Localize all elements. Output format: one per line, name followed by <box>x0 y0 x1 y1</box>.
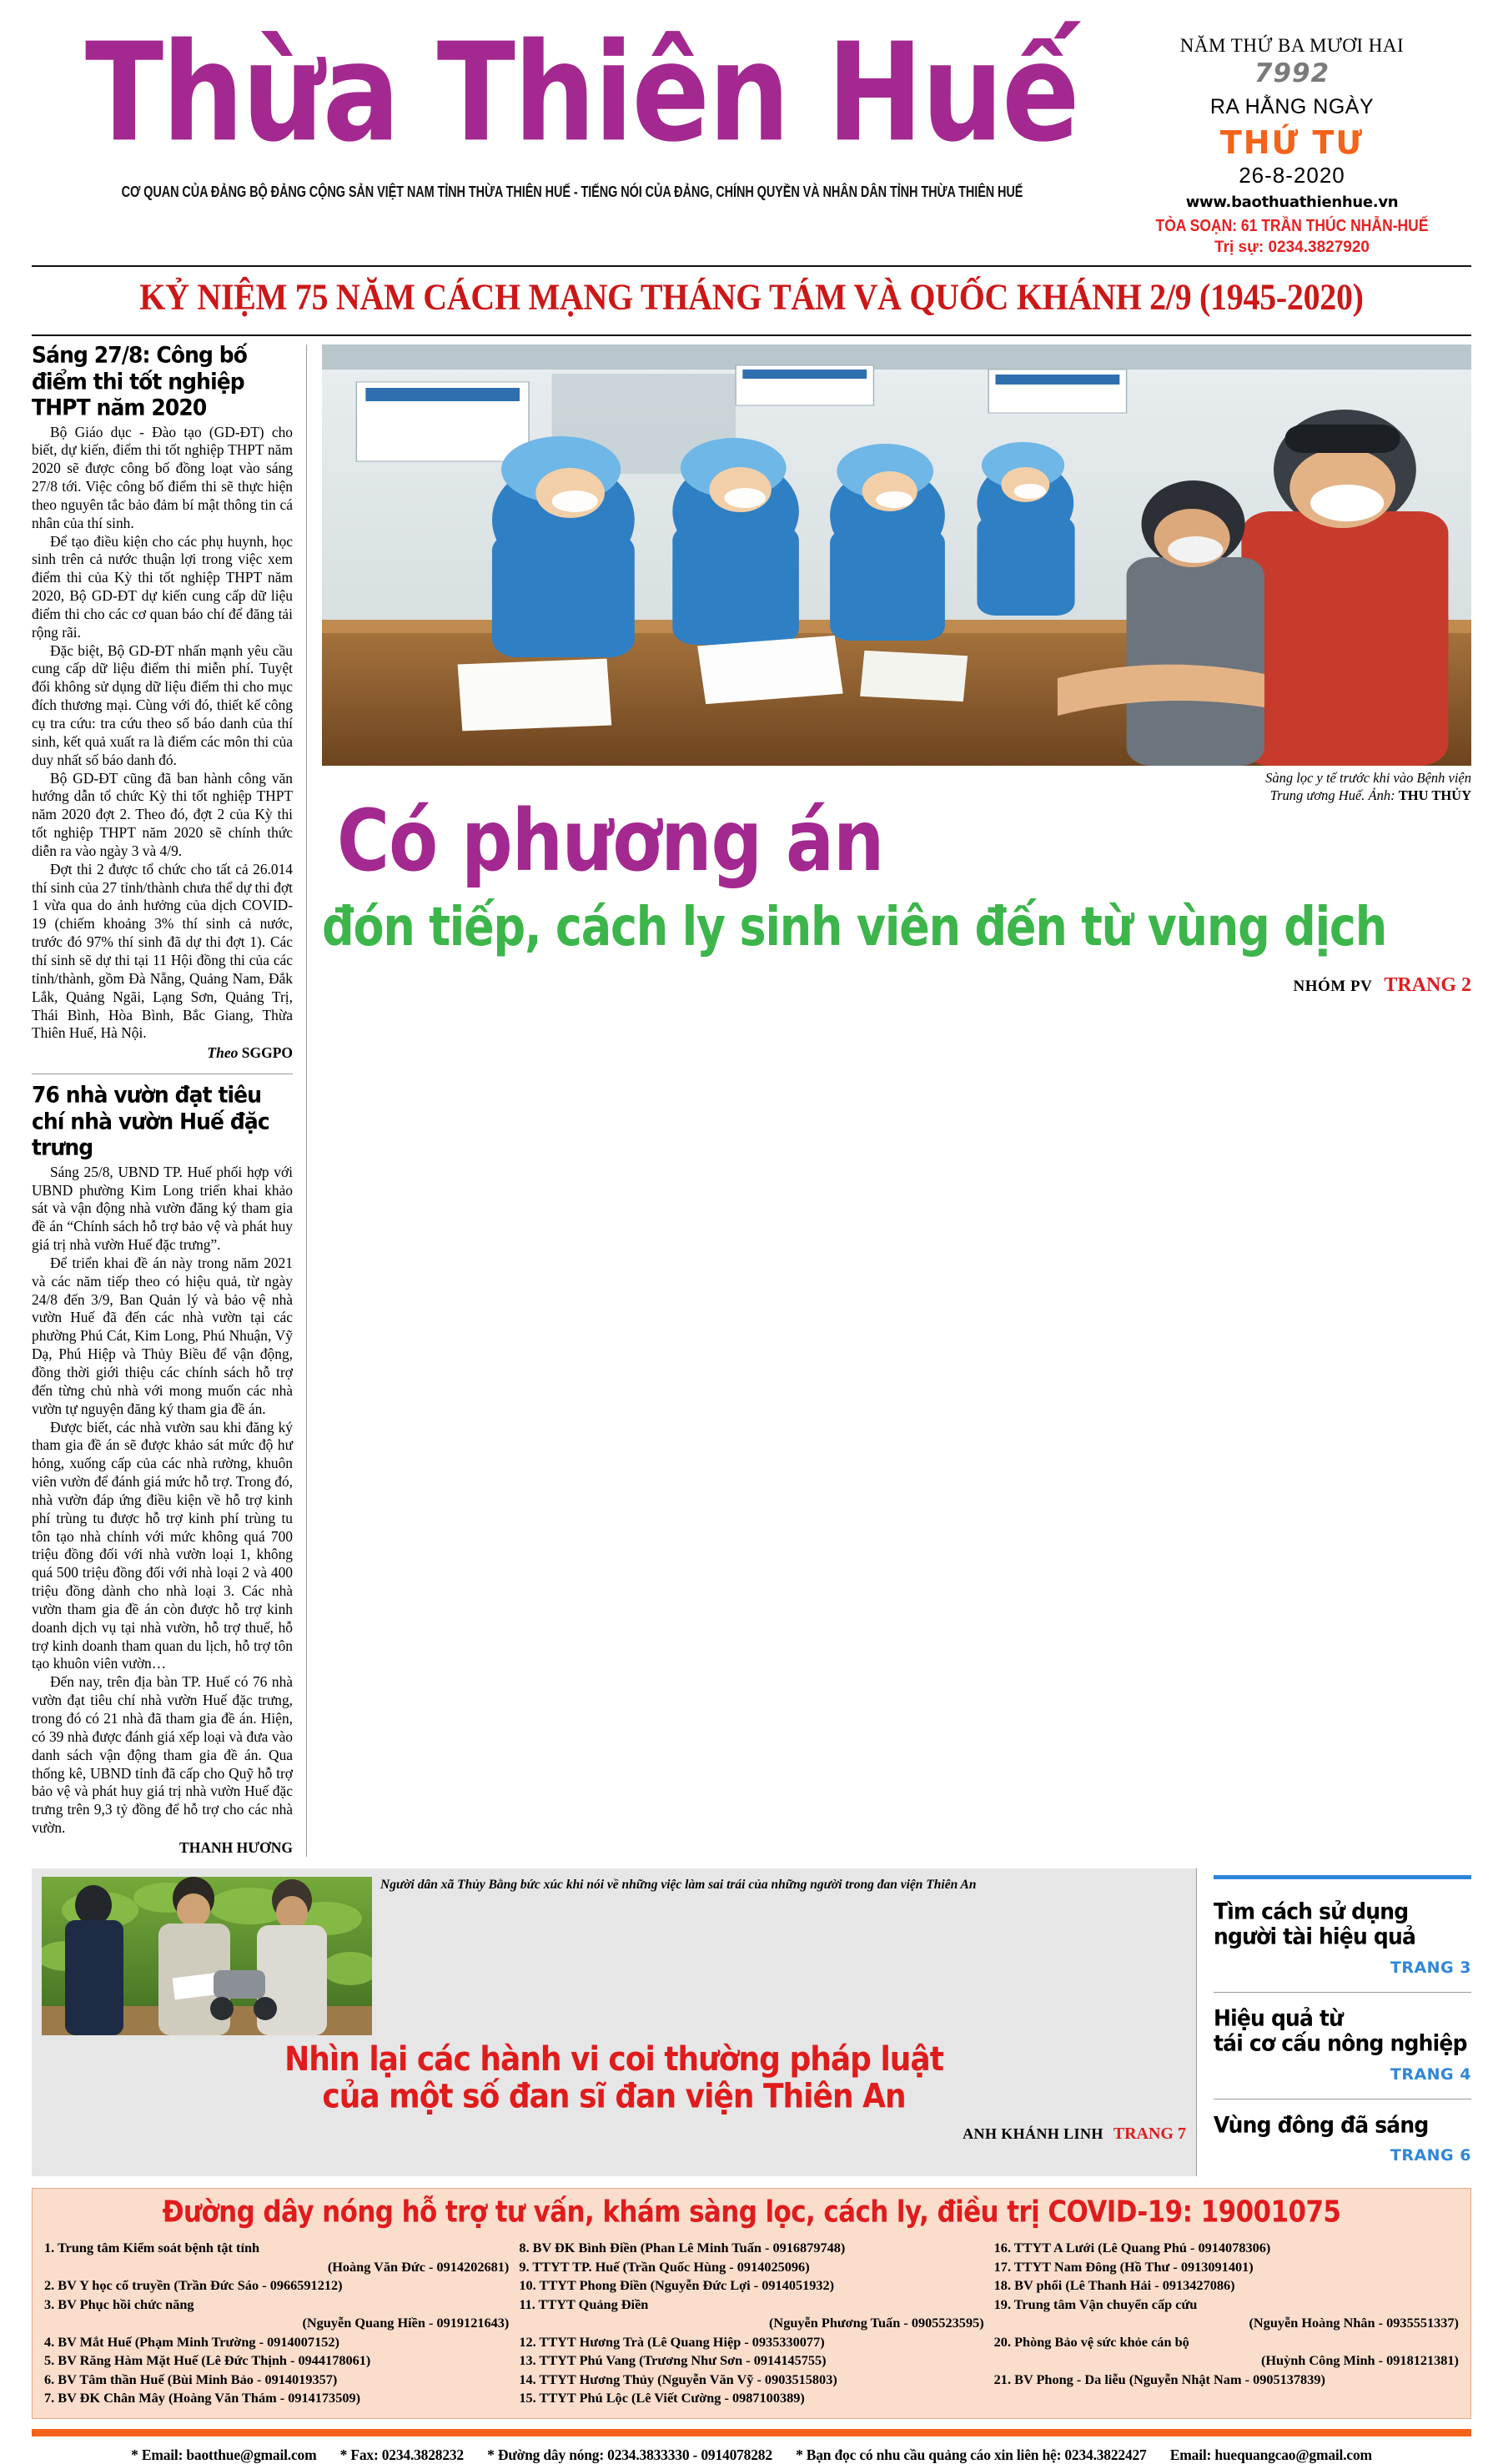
main-photo-hospital-screening <box>322 344 1471 766</box>
hotline-entry-main: 3. BV Phục hồi chức năng <box>44 2296 194 2312</box>
hotline-entry-main: 20. Phòng Bảo vệ sức khỏe cán bộ <box>993 2333 1189 2350</box>
hotline-entry-main: 12. TTYT Hương Trà (Lê Quang Hiệp - 0935330077) <box>519 2333 825 2350</box>
hotline-entry[interactable] <box>994 2296 1459 2333</box>
footer-hotline: * Đường dây nóng: 0234.3833330 - 0914078282 <box>487 2446 772 2463</box>
hotline-entry-main: 15. TTYT Phú Lộc (Lê Viết Cường - 0987100389) <box>519 2390 805 2406</box>
article1-byline-prefix: Theo <box>207 1044 239 1062</box>
main-photo-credit: THU THỦY <box>1398 787 1471 803</box>
main-column <box>307 344 1471 1857</box>
masthead-left <box>32 13 1113 202</box>
teaser-divider-1 <box>1214 1992 1471 1993</box>
teaser1-line1: Tìm cách sử dụng <box>1214 1898 1409 1925</box>
article1-body <box>32 424 293 1043</box>
secondary-credit <box>42 2125 1186 2144</box>
article2-body <box>32 1164 293 1838</box>
lead-headline-line1: Có phương án <box>337 792 884 891</box>
teaser2-line1: Hiệu quả từ <box>1214 2004 1344 2032</box>
hotline-entry[interactable] <box>994 2333 1459 2371</box>
article1-paragraph: Để tạo điều kiện cho các phụ huynh, học sinh trên cả nước thuận lợi trong việc xem điểm thi của Kỳ thi tốt nghiệp THPT năm 2020, Bộ GD-ĐT dự kiến cung cấp dữ liệu điểm thi cho các cơ quan báo chí để đăng tải rộng rãi. <box>32 532 293 641</box>
hotline-entry-main: 18. BV phổi (Lê Thanh Hải - 0913427086) <box>993 2277 1235 2294</box>
secondary-story[interactable] <box>32 1868 1196 2177</box>
sidebar-top-rule <box>1214 1875 1471 1879</box>
hotline-entry[interactable] <box>44 2351 509 2370</box>
masthead-subtitle: CƠ QUAN CỦA ĐẢNG BỘ ĐẢNG CỘNG SẢN VIỆT NAM TỈNH THỪA THIÊN HUẾ - TIẾNG NÓI CỦA ĐẢNG, CHÍNH QUYỀN VÀ NHÂN DÂN TỈNH THỪA THIÊN HUẾ <box>121 184 1023 202</box>
article-exam-results[interactable] <box>32 341 293 1062</box>
main-photo-caption-line2: Trung ương Huế. Ảnh: <box>1269 787 1395 803</box>
office-address: TÒA SOẠN: 61 TRẦN THÚC NHẪN-HUẾ <box>1155 215 1429 235</box>
anniversary-banner: KỶ NIỆM 75 NĂM CÁCH MẠNG THÁNG TÁM VÀ QUỐC KHÁNH 2/9 (1945-2020) <box>139 275 1364 318</box>
main-photo-caption-line1: Sàng lọc y tế trước khi vào Bệnh viện <box>1265 770 1471 786</box>
hotline-entry-contact: (Nguyễn Hoàng Nhân - 0935551337) <box>1249 2315 1459 2331</box>
article1-byline-source: SGGPO <box>241 1044 293 1062</box>
hotline-entry[interactable] <box>519 2239 983 2257</box>
footer-ads: * Bạn đọc có nhu cầu quảng cáo xin liên hệ: 0234.3822427 <box>796 2446 1147 2463</box>
hotline-entry[interactable] <box>44 2239 509 2276</box>
article2-paragraph: Để triển khai đề án này trong năm 2021 và các năm tiếp theo có hiệu quả, từ ngày 24/8 đến 3/9, Ban Quản lý và bảo vệ nhà vườn Huế đã đến các nhà vườn tại các phường Phú Cát, Kim Long, Phú Nhuận, Vỹ Dạ, Phú Hiệp và Thủy Biều để vận động, đồng thời giới thiệu các chính sách hỗ trợ đến từng chủ nhà với mong muốn các nhà vườn tự nguyện đăng ký tham gia đề án. <box>32 1254 293 1417</box>
website-url[interactable]: www.baothuathienhue.vn <box>1185 194 1399 211</box>
footer-email[interactable]: * Email: baotthue@gmail.com <box>131 2446 317 2463</box>
footer-fax: * Fax: 0234.3828232 <box>339 2446 464 2463</box>
teaser2-page[interactable]: TRANG 4 <box>1390 2064 1471 2084</box>
hotline-entry-main: 7. BV ĐK Chân Mây (Hoàng Văn Thám - 0914173509) <box>44 2390 361 2406</box>
hotline-entry[interactable] <box>994 2239 1459 2257</box>
covid-hotline-box <box>32 2188 1471 2418</box>
hotline-entry-contact: (Nguyễn Phương Tuấn - 0905523595) <box>769 2315 984 2331</box>
secondary-photo-villagers <box>42 1877 372 2035</box>
hotline-entry[interactable] <box>44 2333 509 2351</box>
teaser-sidebar <box>1196 1868 1471 2177</box>
hotline-entry-main: 13. TTYT Phú Vang (Trương Như Sơn - 0914145755) <box>519 2352 827 2369</box>
secondary-page-ref[interactable]: TRANG 7 <box>1113 2124 1186 2143</box>
teaser-item-talent[interactable] <box>1214 1899 1471 1977</box>
left-column <box>32 341 307 1857</box>
hotline-entry-main: 21. BV Phong - Da liễu (Nguyễn Nhật Nam - 0905137839) <box>993 2371 1325 2387</box>
article1-paragraph: Đặc biệt, Bộ GD-ĐT nhấn mạnh yêu cầu cung cấp dữ liệu điểm thi miễn phí. Tuyệt đối không sử dụng dữ liệu điểm thi cho mục đích thương mại. Cùng với đó, thiết kế công cụ tra cứu: tra cứu theo số báo danh của thí sinh, kết quả xuất ra là điểm các môn thi của duy nhất số báo danh đó. <box>32 641 293 768</box>
article1-byline <box>32 1044 293 1062</box>
secondary-headline <box>42 2041 1186 2116</box>
publication-frequency: RA HẰNG NGÀY <box>1209 95 1375 118</box>
hotline-entry-main: 5. BV Răng Hàm Mặt Huế (Lê Đức Thịnh - 0944178061) <box>44 2352 371 2369</box>
hotline-entry-main: 1. Trung tâm Kiểm soát bệnh tật tỉnh <box>44 2240 260 2256</box>
office-phone: Trị sự: 0234.3827920 <box>1214 239 1370 256</box>
teaser3-line1: Vùng đông đã sáng <box>1214 2111 1429 2139</box>
article1-paragraph: Đợt thi 2 được tổ chức cho tất cả 26.014 thí sinh của 27 tỉnh/thành chưa thể dự thi đợt 1 vừa qua do ảnh hưởng của dịch COVID-19 (chiếm khoảng 3% thí sinh cả nước, trước đó 97% thí sinh đã dự thi đợt 1). Các thí sinh sẽ dự thi tại 11 Hội đồng thi của các tỉnh/thành, gồm Đà Nẵng, Quảng Nam, Đắk Lắk, Quảng Ngãi, Lạng Sơn, Quảng Trị, Thái Bình, Hòa Bình, Bắc Giang, Thừa Thiên Huế, Hà Nội. <box>32 860 293 1042</box>
hotline-entry-contact: (Hoàng Văn Đức - 0914202681) <box>327 2258 510 2275</box>
lead-headline-line2: đón tiếp, cách ly sinh viên đến từ vùng dịch <box>322 896 1386 958</box>
hotline-entry-main: 11. TTYT Quảng Điền <box>519 2296 649 2312</box>
teaser-item-east-region[interactable] <box>1214 2113 1471 2165</box>
hotline-column-1 <box>44 2239 509 2407</box>
issue-number: 7992 <box>1254 58 1330 88</box>
lower-section <box>32 1868 1471 2177</box>
newspaper-title: Thừa Thiên Huế <box>85 13 1078 173</box>
hotline-entry[interactable] <box>994 2371 1459 2389</box>
main-content-grid <box>32 341 1471 1857</box>
lead-credit <box>322 974 1471 997</box>
hotline-entry[interactable] <box>519 2371 983 2389</box>
hotline-entry[interactable] <box>519 2296 983 2333</box>
teaser1-line2: người tài hiệu quả <box>1214 1923 1416 1950</box>
secondary-story-top <box>42 1877 1186 2035</box>
hotline-entry[interactable] <box>519 2258 983 2276</box>
article1-paragraph: Bộ Giáo dục - Đào tạo (GD-ĐT) cho biết, dự kiến, điểm thi tốt nghiệp THPT năm 2020 sẽ được công bố đồng loạt vào sáng 27/8 tới. Việc công bố điểm thi sẽ thực hiện theo nguyên tắc bảo đảm bí mật thông tin cá nhân của thí sinh. <box>32 423 293 531</box>
secondary-headline-line2: của một số đan sĩ đan viện Thiên An <box>322 2078 906 2117</box>
lead-page-ref[interactable]: TRANG 2 <box>1384 974 1471 997</box>
article1-headline: Sáng 27/8: Công bố điểm thi tốt nghiệp THPT năm 2020 <box>32 341 248 421</box>
teaser1-page[interactable]: TRANG 3 <box>1390 1958 1471 1977</box>
teaser3-page[interactable]: TRANG 6 <box>1390 2146 1471 2165</box>
masthead <box>32 0 1471 257</box>
hotline-entry[interactable] <box>44 2371 509 2389</box>
hotline-entry-main: 14. TTYT Hương Thủy (Nguyễn Văn Vỹ - 0903515803) <box>519 2371 837 2387</box>
hotline-entry-main: 19. Trung tâm Vận chuyển cấp cứu <box>993 2296 1198 2312</box>
hotline-entry[interactable] <box>44 2389 509 2407</box>
hotline-entry[interactable] <box>994 2276 1459 2295</box>
hotline-entry[interactable] <box>44 2276 509 2295</box>
hotline-entry-main: 8. BV ĐK Bình Điền (Phan Lê Minh Tuấn - 0916879748) <box>519 2240 846 2256</box>
article1-paragraph: Bộ GD-ĐT cũng đã ban hành công văn hướng dẫn tổ chức Kỳ thi tốt nghiệp THPT năm 2020 đợt 2. Theo đó, đợt 2 của Kỳ thi tốt nghiệp THPT năm 2020 sẽ chính thức diễn ra vào ngày 3 và 4/9. <box>32 769 293 859</box>
article2-paragraph: Được biết, các nhà vườn sau khi đăng ký tham gia đề án sẽ được khảo sát mức độ hư hỏng, xuống cấp của các nhà rường, khuôn viên vườn để đánh giá mức hỗ trợ. Trong đó, nhà vườn đáp ứng điều kiện về hỗ trợ kinh phí trùng tu được hỗ trợ kinh phí trùng tu tôn tạo nhà chính với mức không quá 700 triệu đồng đối với nhà vườn loại 1, không quá 500 triệu đồng đối với nhà loại 2 và 400 triệu đồng dành cho nhà loại 3. Các nhà vườn tham gia đề án còn được hỗ trợ kinh doanh dịch vụ tại nhà vườn, hỗ trợ thuế, hỗ trợ kinh doanh tham quan du lịch, hỗ trợ tôn tạo khuôn viên vườn… <box>32 1418 293 1672</box>
hotline-column-3 <box>994 2239 1459 2407</box>
masthead-right <box>1113 28 1471 257</box>
lead-byline: NHÓM PV <box>1293 978 1373 996</box>
article2-paragraph: Sáng 25/8, UBND TP. Huế phối hợp với UBND phường Kim Long triển khai khảo sát và vận động nhà vườn đăng ký tham gia đề án “Chính sách hỗ trợ bảo vệ và phát huy giá trị nhà vườn Huế đặc trưng”. <box>32 1163 293 1254</box>
hotline-entry[interactable] <box>519 2333 983 2351</box>
hotline-entry[interactable] <box>519 2276 983 2295</box>
secondary-photo-caption: Người dân xã Thủy Bằng bức xúc khi nói về những việc làm sai trái của những người trong đan viện Thiên An <box>380 1877 977 1892</box>
publication-year-line: NĂM THỨ BA MƯƠI HAI <box>1179 35 1405 56</box>
hotline-entry-main: 6. BV Tâm thần Huế (Bùi Minh Bảo - 0914019357) <box>44 2371 338 2387</box>
publication-date: 26-8-2020 <box>1239 163 1345 188</box>
hotline-entry[interactable] <box>994 2258 1459 2276</box>
weekday-label: THỨ TƯ <box>1219 124 1365 161</box>
hotline-entry-contact: (Nguyễn Quang Hiền - 0919121643) <box>302 2315 510 2331</box>
footer-orange-bar <box>32 2429 1471 2436</box>
article2-headline: 76 nhà vườn đạt tiêu chí nhà vườn Huế đặc trưng <box>32 1082 269 1161</box>
hotline-entry-main: 9. TTYT TP. Huế (Trần Quốc Hùng - 0914025096) <box>519 2258 810 2275</box>
hotline-entry[interactable] <box>44 2296 509 2333</box>
teaser2-line2: tái cơ cấu nông nghiệp <box>1214 2030 1467 2057</box>
hotline-entry-contact: (Huỳnh Công Minh - 0918121381) <box>1260 2352 1459 2369</box>
secondary-byline: ANH KHÁNH LINH <box>963 2125 1103 2142</box>
hotline-entry[interactable] <box>519 2389 983 2407</box>
footer-ads-email[interactable]: Email: huequangcao@gmail.com <box>1169 2446 1372 2463</box>
hotline-entry-main: 4. BV Mắt Huế (Phạm Minh Trường - 0914007152) <box>44 2333 339 2350</box>
hotline-title: Đường dây nóng hỗ trợ tư vấn, khám sàng lọc, cách ly, điều trị COVID-19: 19001075 <box>162 2195 1341 2230</box>
page-footer <box>32 2436 1471 2464</box>
divider-rule-under-banner <box>32 334 1471 336</box>
article-garden-houses[interactable] <box>32 1084 293 1857</box>
hotline-column-2 <box>519 2239 983 2407</box>
article2-byline: THANH HƯƠNG <box>179 1838 293 1856</box>
teaser-item-agriculture[interactable] <box>1214 2006 1471 2084</box>
hotline-entry-main: 2. BV Y học cổ truyền (Trần Đức Sáo - 0966591212) <box>44 2277 343 2294</box>
hotline-entry-main: 17. TTYT Nam Đông (Hồ Thư - 0913091401) <box>993 2258 1254 2275</box>
article2-paragraph: Đến nay, trên địa bàn TP. Huế có 76 nhà vườn đạt tiêu chí nhà vườn Huế đặc trưng, trong đó có 21 nhà đã tham gia đề án. Hiện, có 39 nhà được đánh giá xếp loại và đưa vào danh sách vận động tham gia đề án. Qua thống kê, UBND tỉnh đã cấp cho Quỹ hỗ trợ bảo vệ và phát huy giá trị nhà vườn Huế đặc trưng trên 9,3 tỷ đồng để hỗ trợ cho các nhà vườn. <box>32 1673 293 1837</box>
hotline-entry-main: 16. TTYT A Lưới (Lê Quang Phú - 0914078306) <box>993 2240 1271 2256</box>
hotline-entry[interactable] <box>519 2351 983 2370</box>
secondary-headline-line1: Nhìn lại các hành vi coi thường pháp luật <box>284 2039 943 2079</box>
hotline-columns <box>44 2239 1459 2407</box>
hotline-entry-main: 10. TTYT Phong Điền (Nguyễn Đức Lợi - 0914051932) <box>519 2277 835 2294</box>
